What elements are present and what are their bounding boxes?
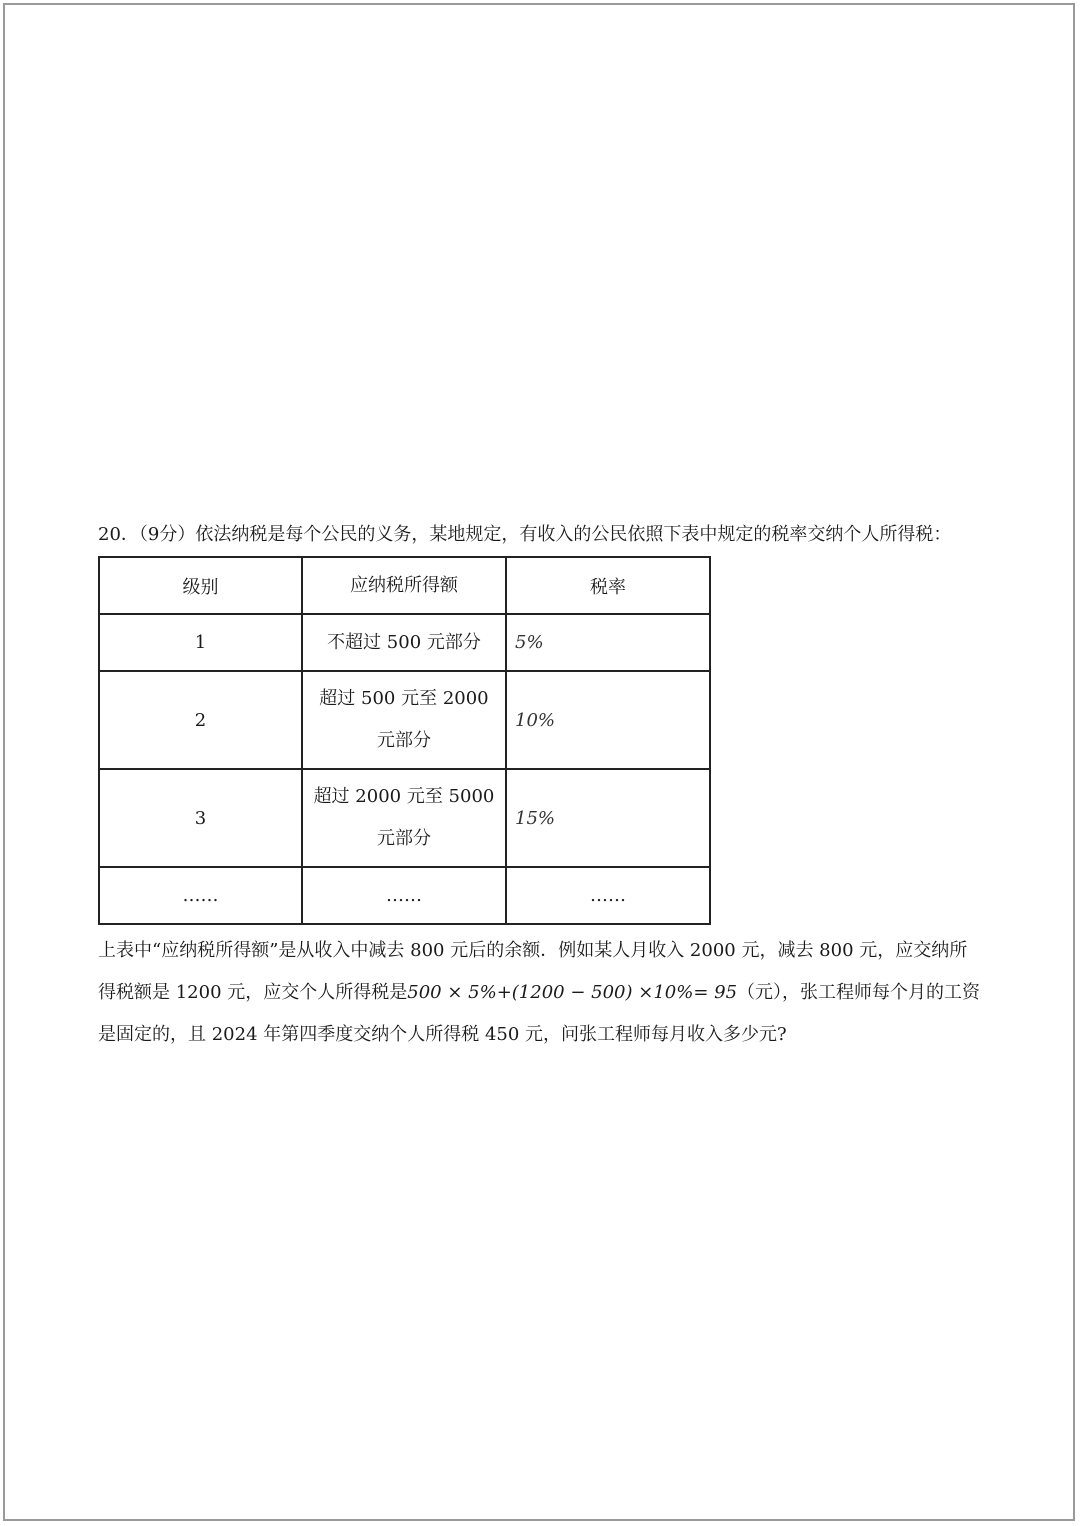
tax-rate-table (98, 556, 711, 925)
cell-level: 1 (99, 614, 302, 671)
problem-description (98, 930, 988, 1056)
cell-amount: …… (302, 867, 506, 924)
cell-level: …… (99, 867, 302, 924)
cell-level: 2 (99, 671, 302, 769)
description-line-2-text: 得税额是 1200 元，应交个人所得税是 (98, 982, 408, 1003)
header-rate: 税率 (506, 557, 710, 614)
header-amount: 应纳税所得额 (302, 557, 506, 614)
cell-level: 3 (99, 769, 302, 867)
table-row (99, 867, 710, 924)
table-header-row (99, 557, 710, 614)
description-line-1: 上表中“应纳税所得额”是从收入中减去 800 元后的余额．例如某人月收入 2000 元，减去 800 元，应交纳所 (98, 940, 968, 961)
description-line-2-tail: （元），张工程师每个月的工资 (737, 982, 981, 1003)
table-row (99, 769, 710, 867)
cell-rate: 10% (506, 671, 710, 769)
example-formula: 500 × 5%+(1200 − 500) ×10%= 95 (407, 982, 738, 1003)
table-row (99, 614, 710, 671)
cell-amount: 不超过 500 元部分 (302, 614, 506, 671)
cell-amount: 超过 500 元至 2000 元部分 (302, 671, 506, 769)
cell-rate: 15% (506, 769, 710, 867)
cell-amount: 超过 2000 元至 5000 元部分 (302, 769, 506, 867)
header-level: 级别 (99, 557, 302, 614)
cell-rate: 5% (506, 614, 710, 671)
description-line-2 (98, 972, 988, 1014)
table-row (99, 671, 710, 769)
description-line-3: 是固定的，且 2024 年第四季度交纳个人所得税 450 元，问张工程师每月收入多少元? (98, 1024, 787, 1045)
cell-rate: …… (506, 867, 710, 924)
question-title: 20．（9分）依法纳税是每个公民的义务，某地规定，有收入的公民依照下表中规定的税率交纳个人所得税： (98, 524, 952, 545)
